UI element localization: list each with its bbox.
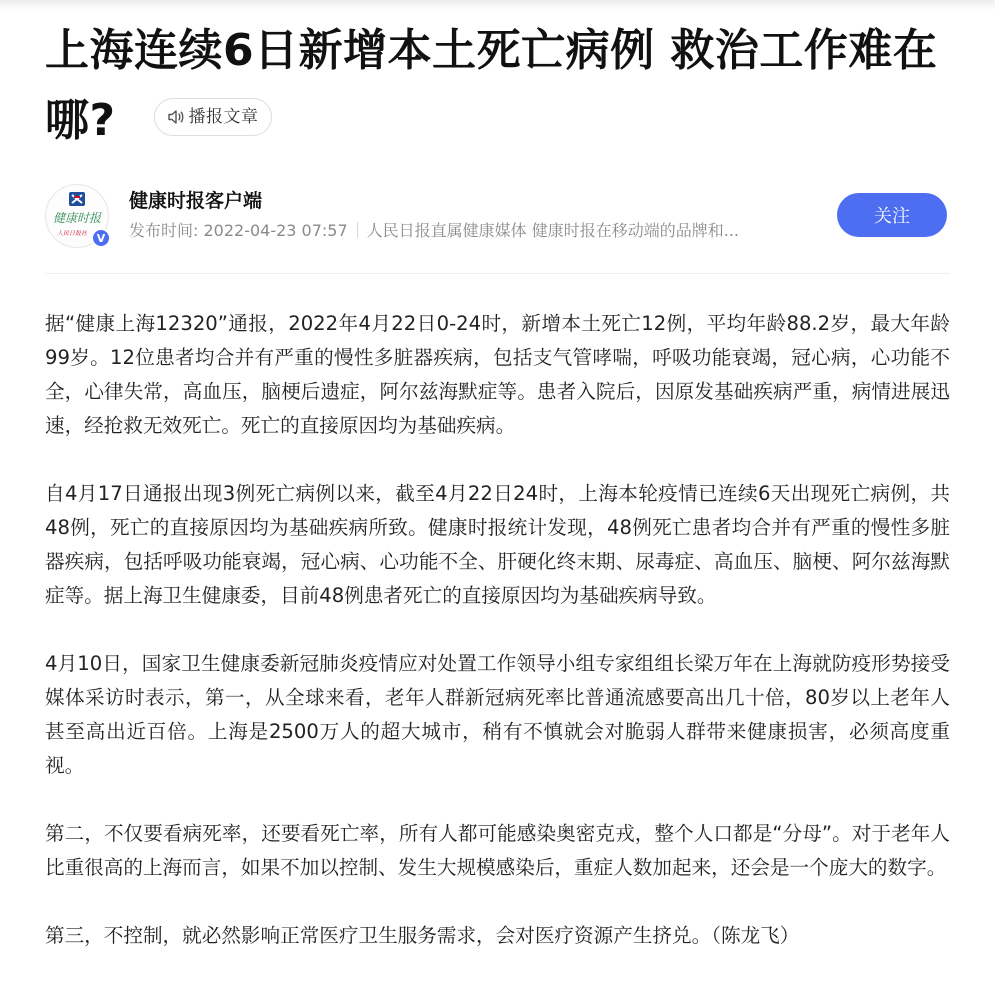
meta-divider	[357, 222, 358, 238]
article-paragraph: 自4月17日通报出现3例死亡病例以来，截至4月22日24时，上海本轮疫情已连续6天出现死亡病例，共48例，死亡的直接原因均为基础疾病所致。健康时报统计发现，48例死亡患者均合并有严重的慢性多脏器疾病，包括呼吸功能衰竭，冠心病、心功能不全、肝硬化终末期、尿毒症、高血压、脑梗、阿尔兹海默症等。据上海卫生健康委，目前48例患者死亡的直接原因均为基础疾病导致。	[45, 482, 950, 607]
follow-button[interactable]: 关注	[837, 193, 947, 237]
avatar-sub-text: 人民日报社	[56, 230, 88, 237]
top-shadow-strip	[0, 0, 995, 10]
article-title-text: 上海连续6日新增本土死亡病例 救治工作难在哪?	[45, 25, 938, 146]
article-paragraph: 4月10日，国家卫生健康委新冠肺炎疫情应对处置工作领导小组专家组组长梁万年在上海就防疫形势接受媒体采访时表示，第一，从全球来看，老年人群新冠病死率比普通流感要高出几十倍，80岁以上老年人甚至高出近百倍。上海是2500万人的超大城市，稍有不慎就会对脆弱人群带来健康损害，必须高度重视。	[45, 652, 950, 777]
verified-badge-icon: V	[91, 228, 111, 248]
listen-article-label: 播报文章	[188, 107, 259, 127]
author-bar	[45, 184, 950, 274]
article-paragraph: 第二，不仅要看病死率，还要看死亡率，所有人都可能感染奥密克戎，整个人口都是“分母”。对于老年人比重很高的上海而言，如果不加以控制、发生大规模感染后，重症人数加起来，还会是一个庞大的数字。	[45, 822, 950, 879]
article	[45, 16, 950, 987]
author-meta	[129, 218, 809, 241]
article-title	[45, 16, 950, 156]
article-body	[45, 307, 950, 953]
article-paragraph: 第三，不控制，就必然影响正常医疗卫生服务需求，会对医疗资源产生挤兑。（陈龙飞）	[45, 924, 800, 947]
author-name[interactable]: 健康时报客户端	[129, 190, 263, 212]
article-paragraph: 据“健康上海12320”通报，2022年4月22日0-24时，新增本土死亡12例，平均年龄88.2岁，最大年龄99岁。12位患者均合并有严重的慢性多脏器疾病，包括支气管哮喘，呼吸功能衰竭，冠心病，心功能不全，心律失常，高血压，脑梗后遗症，阿尔兹海默症等。患者入院后，因原发基础疾病严重，病情进展迅速，经抢救无效死亡。死亡的直接原因均为基础疾病。	[45, 312, 950, 437]
listen-article-button[interactable]	[154, 98, 272, 136]
publish-time: 发布时间: 2022-04-23 07:57	[129, 221, 348, 240]
author-avatar[interactable]	[45, 184, 109, 248]
avatar-logo-text: 健康时报	[52, 211, 102, 225]
speaker-icon	[167, 108, 185, 126]
author-description: 人民日报直属健康媒体 健康时报在移动端的品牌和...	[366, 221, 740, 240]
